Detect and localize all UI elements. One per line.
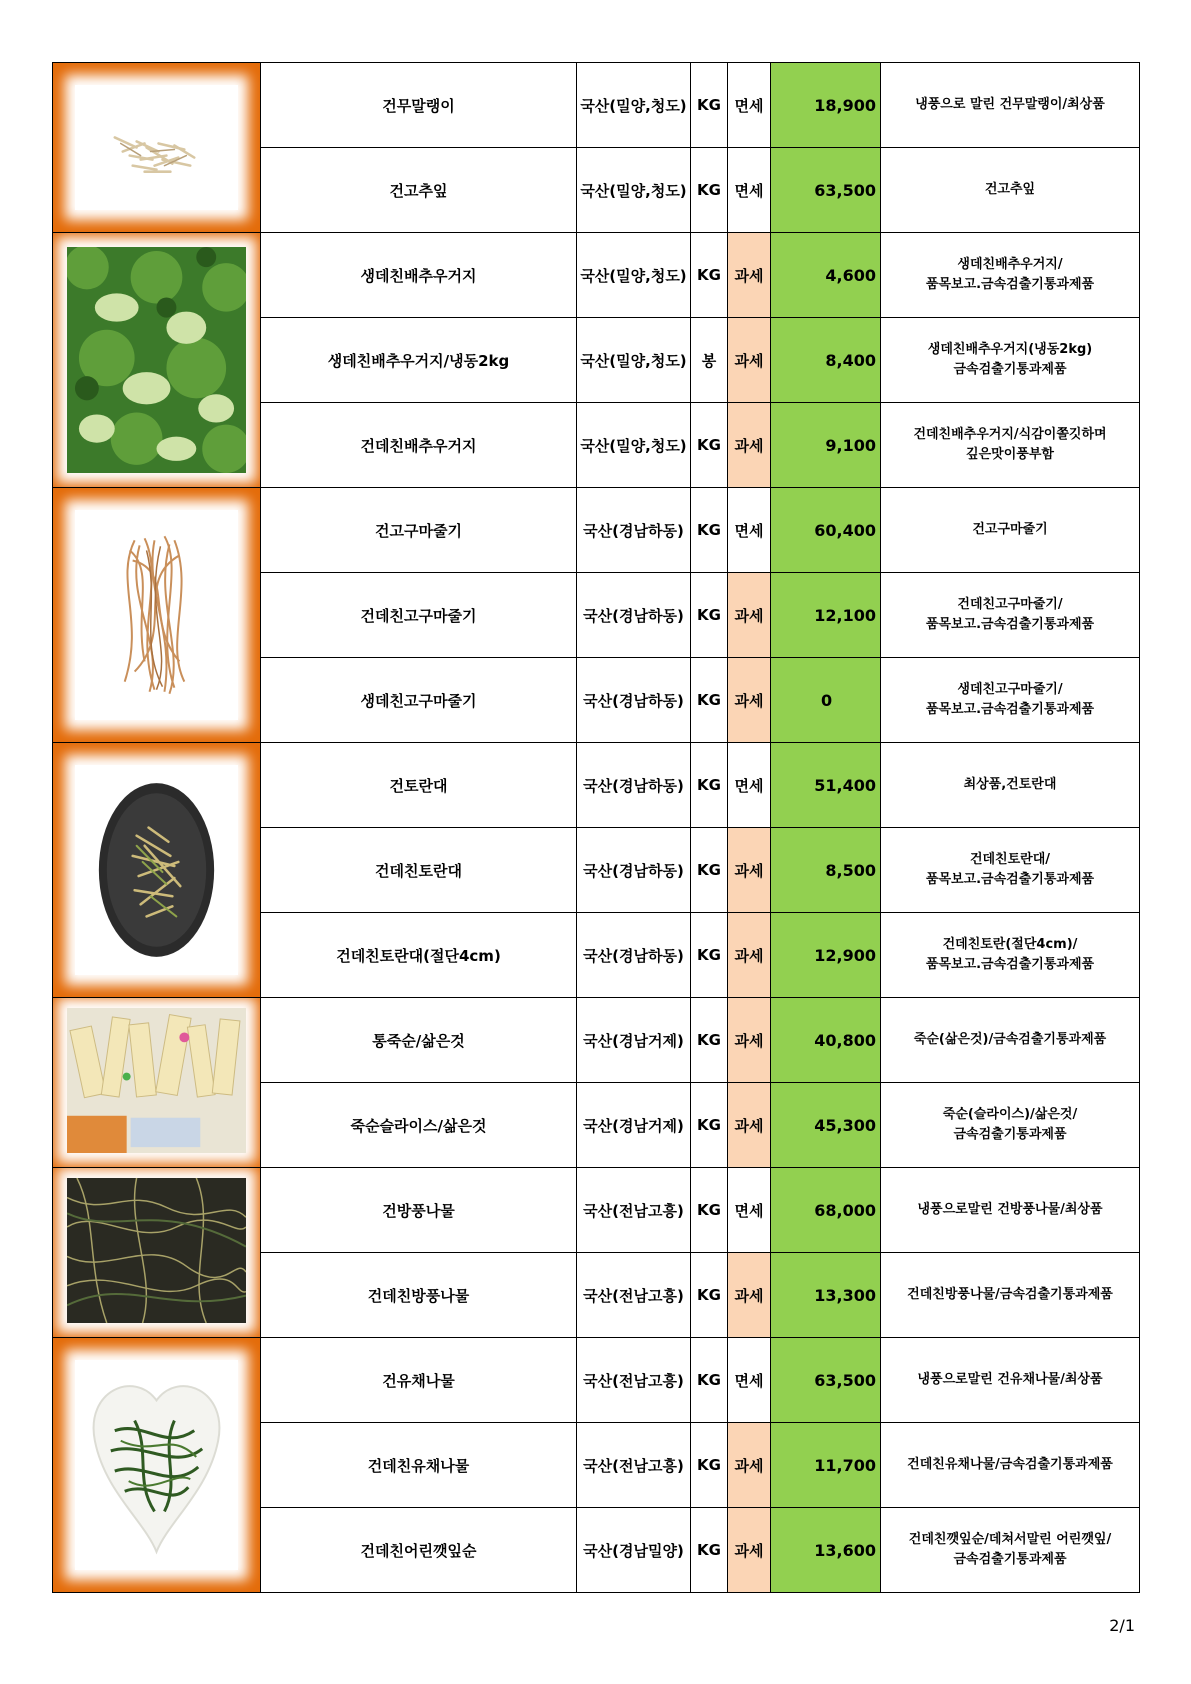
- origin: 국산(경남하동): [577, 828, 691, 913]
- tax-type: 과세: [728, 1083, 771, 1168]
- origin: 국산(경남하동): [577, 743, 691, 828]
- tax-type: 과세: [728, 1253, 771, 1338]
- product-price-table: [52, 62, 1140, 1593]
- origin: 국산(전남고흥): [577, 1168, 691, 1253]
- cabbage-leaves-photo: [67, 247, 246, 473]
- note-line-1: 건데친깻잎순/데쳐서말린 어린깻잎/: [908, 1532, 1112, 1547]
- origin: 국산(경남거제): [577, 998, 691, 1083]
- product-name: 건무말랭이: [261, 63, 577, 148]
- note: [881, 233, 1140, 318]
- note-line-2: 품목보고.금속검출기통과제품: [925, 277, 1095, 292]
- unit: KG: [691, 1423, 728, 1508]
- note-line-1: 건데친토란(절단4cm)/: [942, 937, 1078, 952]
- note: [881, 998, 1140, 1083]
- unit: KG: [691, 573, 728, 658]
- product-photo-cell: [53, 743, 261, 998]
- price: 11,700: [771, 1423, 881, 1508]
- origin: 국산(경남하동): [577, 573, 691, 658]
- origin: 국산(전남고흥): [577, 1423, 691, 1508]
- price: 68,000: [771, 1168, 881, 1253]
- unit: KG: [691, 828, 728, 913]
- product-name: 건데친어린깻잎순: [261, 1508, 577, 1593]
- note-line-1: 냉풍으로 말린 건무말랭이/최상품: [915, 97, 1105, 112]
- price: 9,100: [771, 403, 881, 488]
- note-line-2: 금속검출기통과제품: [953, 362, 1067, 377]
- product-name: 건고구마줄기: [261, 488, 577, 573]
- product-name: 건고추잎: [261, 148, 577, 233]
- origin: 국산(밀양,청도): [577, 233, 691, 318]
- tax-type: 면세: [728, 1338, 771, 1423]
- unit: KG: [691, 403, 728, 488]
- product-name: 건데친토란대(절단4cm): [261, 913, 577, 998]
- table-row: [53, 1168, 1140, 1253]
- price: 13,300: [771, 1253, 881, 1338]
- product-name: 생데친배추우거지: [261, 233, 577, 318]
- note: [881, 743, 1140, 828]
- product-photo-cell: [53, 998, 261, 1168]
- price: 12,900: [771, 913, 881, 998]
- note-line-1: 건데친배추우거지/식감이쫄깃하며: [913, 427, 1107, 442]
- bamboo-shoots-bag-photo: [67, 1008, 246, 1153]
- origin: 국산(경남밀양): [577, 1508, 691, 1593]
- unit: KG: [691, 233, 728, 318]
- product-photo-cell: [53, 63, 261, 233]
- origin: 국산(경남하동): [577, 913, 691, 998]
- tax-type: 면세: [728, 488, 771, 573]
- tax-type: 과세: [728, 1423, 771, 1508]
- product-name: 건방풍나물: [261, 1168, 577, 1253]
- product-name: 통죽순/삶은것: [261, 998, 577, 1083]
- product-name: 건데친토란대: [261, 828, 577, 913]
- note-line-1: 건고구마줄기: [972, 522, 1048, 537]
- note: [881, 1168, 1140, 1253]
- unit: KG: [691, 998, 728, 1083]
- tax-type: 과세: [728, 998, 771, 1083]
- note-line-1: 건고추잎: [984, 182, 1036, 197]
- note-line-2: 금속검출기통과제품: [953, 1552, 1067, 1567]
- tax-type: 면세: [728, 1168, 771, 1253]
- unit: KG: [691, 658, 728, 743]
- note: [881, 1508, 1140, 1593]
- product-name: 건데친고구마줄기: [261, 573, 577, 658]
- price: 13,600: [771, 1508, 881, 1593]
- unit: KG: [691, 1083, 728, 1168]
- note: [881, 573, 1140, 658]
- tax-type: 면세: [728, 148, 771, 233]
- note-line-1: 건데친유채나물/금속검출기통과제품: [907, 1457, 1113, 1472]
- note-line-1: 생데친배추우거지(냉동2kg): [927, 342, 1093, 357]
- note: [881, 488, 1140, 573]
- note-line-1: 건데친토란대/: [969, 852, 1051, 867]
- product-name: 건데친유채나물: [261, 1423, 577, 1508]
- dried-radish-photo: [75, 85, 238, 210]
- tax-type: 면세: [728, 743, 771, 828]
- origin: 국산(밀양,청도): [577, 148, 691, 233]
- note: [881, 1338, 1140, 1423]
- origin: 국산(경남하동): [577, 658, 691, 743]
- note-line-2: 품목보고.금속검출기통과제품: [925, 702, 1095, 717]
- price: 51,400: [771, 743, 881, 828]
- taro-stems-plate-photo: [75, 765, 238, 975]
- note: [881, 658, 1140, 743]
- product-name: 건유채나물: [261, 1338, 577, 1423]
- rapeseed-greens-heart-dish-photo: [75, 1360, 238, 1570]
- note: [881, 403, 1140, 488]
- table-row: [53, 488, 1140, 573]
- table-row: [53, 63, 1140, 148]
- tax-type: 과세: [728, 1508, 771, 1593]
- note-line-1: 최상품,건토란대: [963, 777, 1057, 792]
- sweet-potato-stems-photo: [75, 510, 238, 720]
- table-row: [53, 998, 1140, 1083]
- price: 40,800: [771, 998, 881, 1083]
- tax-type: 과세: [728, 573, 771, 658]
- note-line-2: 품목보고.금속검출기통과제품: [925, 957, 1095, 972]
- note-line-2: 금속검출기통과제품: [953, 1127, 1067, 1142]
- table-row: [53, 743, 1140, 828]
- note: [881, 63, 1140, 148]
- tax-type: 과세: [728, 913, 771, 998]
- note-line-1: 건데친방풍나물/금속검출기통과제품: [907, 1287, 1113, 1302]
- product-name: 건데친배추우거지: [261, 403, 577, 488]
- tax-type: 과세: [728, 233, 771, 318]
- price: 12,100: [771, 573, 881, 658]
- note: [881, 148, 1140, 233]
- table-row: [53, 233, 1140, 318]
- dried-bangpung-greens-photo: [67, 1178, 246, 1323]
- tax-type: 과세: [728, 658, 771, 743]
- tax-type: 과세: [728, 828, 771, 913]
- unit: KG: [691, 1168, 728, 1253]
- product-photo-cell: [53, 1338, 261, 1593]
- price: 8,500: [771, 828, 881, 913]
- price: 18,900: [771, 63, 881, 148]
- tax-type: 면세: [728, 63, 771, 148]
- unit: 봉: [691, 318, 728, 403]
- note: [881, 828, 1140, 913]
- unit: KG: [691, 148, 728, 233]
- note-line-2: 품목보고.금속검출기통과제품: [925, 617, 1095, 632]
- note: [881, 318, 1140, 403]
- tax-type: 과세: [728, 403, 771, 488]
- price: 63,500: [771, 148, 881, 233]
- note: [881, 1423, 1140, 1508]
- product-photo-cell: [53, 233, 261, 488]
- product-name: 생데친배추우거지/냉동2kg: [261, 318, 577, 403]
- note: [881, 1083, 1140, 1168]
- origin: 국산(밀양,청도): [577, 318, 691, 403]
- tax-type: 과세: [728, 318, 771, 403]
- note-line-2: 품목보고.금속검출기통과제품: [925, 872, 1095, 887]
- origin: 국산(밀양,청도): [577, 63, 691, 148]
- price: 45,300: [771, 1083, 881, 1168]
- origin: 국산(전남고흥): [577, 1253, 691, 1338]
- unit: KG: [691, 1253, 728, 1338]
- price: 4,600: [771, 233, 881, 318]
- product-name: 죽순슬라이스/삶은것: [261, 1083, 577, 1168]
- origin: 국산(경남하동): [577, 488, 691, 573]
- unit: KG: [691, 63, 728, 148]
- price: 60,400: [771, 488, 881, 573]
- note-line-1: 죽순(삶은것)/금속검출기통과제품: [913, 1032, 1107, 1047]
- origin: 국산(경남거제): [577, 1083, 691, 1168]
- price: 0: [771, 658, 881, 743]
- note: [881, 913, 1140, 998]
- unit: KG: [691, 488, 728, 573]
- note-line-2: 깊은맛이풍부함: [966, 447, 1054, 462]
- origin: 국산(밀양,청도): [577, 403, 691, 488]
- note-line-1: 건데친고구마줄기/: [957, 597, 1063, 612]
- product-photo-cell: [53, 488, 261, 743]
- price: 63,500: [771, 1338, 881, 1423]
- origin: 국산(전남고흥): [577, 1338, 691, 1423]
- unit: KG: [691, 1338, 728, 1423]
- product-name: 건데친방풍나물: [261, 1253, 577, 1338]
- note-line-1: 생데친고구마줄기/: [957, 682, 1063, 697]
- note-line-1: 생데친배추우거지/: [957, 257, 1063, 272]
- product-name: 생데친고구마줄기: [261, 658, 577, 743]
- table-row: [53, 1338, 1140, 1423]
- page-number: 2/1: [1109, 1616, 1135, 1635]
- unit: KG: [691, 743, 728, 828]
- product-photo-cell: [53, 1168, 261, 1338]
- price: 8,400: [771, 318, 881, 403]
- note-line-1: 냉풍으로말린 건유채나물/최상품: [917, 1372, 1103, 1387]
- note-line-1: 냉풍으로말린 건방풍나물/최상품: [917, 1202, 1103, 1217]
- unit: KG: [691, 913, 728, 998]
- product-name: 건토란대: [261, 743, 577, 828]
- unit: KG: [691, 1508, 728, 1593]
- note-line-1: 죽순(슬라이스)/삶은것/: [942, 1107, 1078, 1122]
- note: [881, 1253, 1140, 1338]
